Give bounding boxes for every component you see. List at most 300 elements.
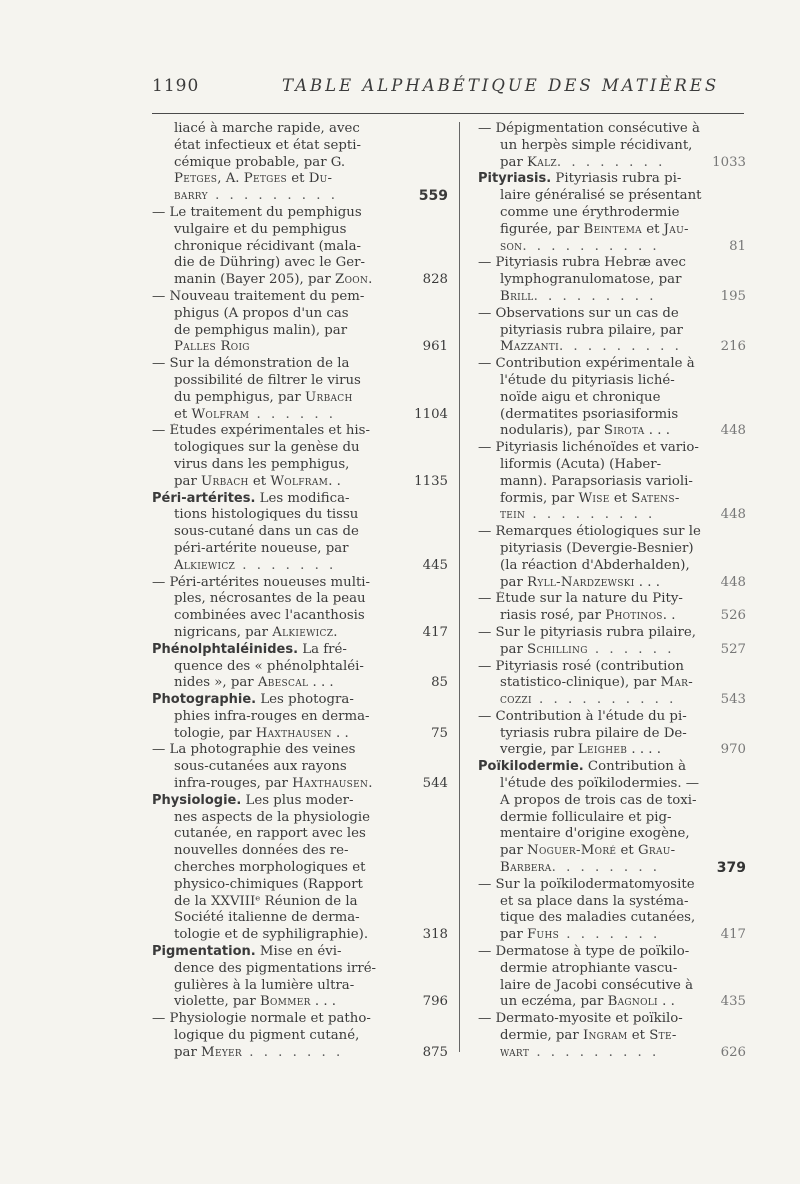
entry-text: . . .: [644, 423, 670, 439]
entry-text: état infectieux et état septi-: [174, 137, 361, 153]
entry-keyword: Pityriasis.: [478, 171, 552, 187]
entry-line: [152, 155, 448, 172]
entry-line: [152, 759, 448, 776]
entry-text: La fré-: [298, 641, 347, 657]
entry-text: .: [368, 272, 373, 288]
entry-line: [478, 961, 746, 978]
entry-text: l'étude des poïkilodermies. —: [500, 776, 700, 792]
author-name: Alkiewicz: [272, 624, 334, 640]
entry-text: liacé à marche rapide, avec: [174, 121, 360, 136]
index-entry: [478, 659, 746, 709]
page-reference: 1033: [708, 155, 746, 172]
entry-text: . . . . . . . . .: [207, 188, 338, 204]
entry-line: [478, 558, 746, 575]
entry-text: . . . .: [627, 742, 661, 758]
entry-line: [478, 860, 746, 877]
entry-line: [478, 793, 746, 810]
page-reference: 379: [713, 860, 746, 877]
entry-text: . .: [657, 994, 675, 1010]
entry-line: [478, 491, 746, 508]
entry-text: . . . . . .: [587, 641, 675, 657]
page-reference: 417: [717, 927, 746, 944]
entry-line: [478, 155, 746, 172]
entry-text: tyriasis rubra pilaire de De-: [500, 725, 687, 741]
author-name: barry: [174, 188, 208, 204]
entry-text: Société italienne de derma-: [174, 910, 360, 926]
author-name: Abescal: [257, 675, 309, 691]
entry-line: [478, 994, 746, 1011]
entry-line: [478, 1045, 746, 1062]
author-name: Alkiewicz: [174, 557, 236, 573]
entry-text: cémique probable, par G.: [174, 154, 346, 170]
page-reference: 559: [415, 188, 448, 205]
entry-keyword: Poïkilodermie.: [478, 759, 584, 775]
entry-line: [152, 591, 448, 608]
entry-line: [152, 423, 448, 440]
entry-line: [152, 860, 448, 877]
page-reference: 435: [717, 994, 746, 1011]
entry-text: et: [609, 490, 632, 506]
index-entry: [152, 692, 448, 742]
index-entry: [152, 205, 448, 289]
entry-text: phies infra-rouges en derma-: [174, 708, 370, 724]
entry-text: pityriasis (Devergie-Besnier): [500, 540, 694, 556]
entry-line: [152, 575, 448, 592]
entry-text: infra-rouges, par: [174, 776, 293, 792]
entry-text: Mise en évi-: [255, 944, 342, 960]
entry-line: [152, 121, 448, 138]
entry-text: pityriasis rubra pilaire, par: [500, 322, 683, 338]
entry-line: [478, 877, 746, 894]
entry-text: . . . . . . . .: [556, 154, 666, 170]
entry-line: [152, 608, 448, 625]
index-entry: [152, 642, 448, 692]
entry-text: chronique récidivant (mala-: [174, 238, 362, 254]
entry-line: [152, 894, 448, 911]
entry-line: [152, 675, 448, 692]
entry-text: dermie, par: [500, 1028, 583, 1044]
entry-text: par: [174, 1044, 202, 1060]
entry-text: nouvelles données des re-: [174, 843, 349, 859]
page-reference: 527: [717, 642, 746, 659]
entry-text: tique des maladies cutanées,: [500, 910, 696, 926]
entry-line: [152, 625, 448, 642]
author-name: Ryll-Nardzewski: [527, 574, 635, 590]
entry-text: . . .: [310, 994, 337, 1010]
entry-text: . . . . . . . . .: [533, 288, 657, 304]
entry-line: [478, 222, 746, 239]
author-name: Bommer: [259, 994, 311, 1010]
entry-text: (dermatites psoriasiformis: [500, 406, 679, 422]
author-name: son: [500, 238, 523, 254]
entry-text: — Pityriasis rubra Hebræ avec: [478, 255, 686, 271]
entry-line: [152, 826, 448, 843]
entry-line: [152, 994, 448, 1011]
entry-line: [152, 659, 448, 676]
entry-line: [478, 272, 746, 289]
entry-line: [478, 810, 746, 827]
entry-text: . . . . . .: [249, 406, 337, 422]
entry-text: et: [641, 221, 664, 237]
page-reference: 1135: [410, 474, 448, 491]
entry-line: [478, 541, 746, 558]
entry-line: [152, 138, 448, 155]
entry-text: logique du pigment cutané,: [174, 1028, 360, 1044]
entry-text: par: [500, 843, 528, 859]
page-reference: 970: [717, 742, 746, 759]
entry-text: . .: [331, 725, 349, 741]
entry-line: [478, 423, 746, 440]
entry-text: . . . . . . . . .: [529, 1044, 660, 1060]
entry-line: [152, 222, 448, 239]
entry-line: [152, 810, 448, 827]
entry-text: — Études expérimentales et his-: [152, 423, 370, 439]
entry-text: .: [368, 776, 373, 792]
entry-text: manin (Bayer 205), par: [174, 272, 336, 288]
page-reference: 448: [717, 575, 746, 592]
entry-line: [152, 1028, 448, 1045]
author-name: Wise: [578, 490, 610, 506]
author-name: Grau-: [637, 843, 676, 859]
index-entry: [152, 742, 448, 792]
author-name: Mar-: [660, 675, 694, 691]
author-name: Schilling: [527, 641, 588, 657]
entry-text: Pityriasis rubra pi-: [551, 171, 682, 187]
entry-line: [478, 1011, 746, 1028]
entry-line: [152, 373, 448, 390]
entry-text: par: [500, 574, 528, 590]
entry-line: [478, 323, 746, 340]
entry-text: cherches morphologiques et: [174, 860, 366, 876]
entry-keyword: Péri-artérites.: [152, 490, 256, 506]
page-reference: 75: [427, 726, 448, 743]
entry-text: l'étude du pityriasis liché-: [500, 372, 675, 388]
page-reference: 543: [717, 692, 746, 709]
author-name: cozzi: [500, 692, 532, 708]
entry-text: nigricans, par: [174, 624, 273, 640]
entry-text: et: [248, 473, 271, 489]
right-column: [478, 121, 746, 1062]
entry-text: phigus (A propos d'un cas: [174, 305, 349, 321]
page-reference: 85: [427, 675, 448, 692]
entry-line: [478, 440, 746, 457]
page-reference: 195: [717, 289, 746, 306]
index-entry: [478, 591, 746, 625]
index-entry: [478, 1011, 746, 1061]
index-entry: [478, 944, 746, 1011]
header-rule: [152, 113, 744, 114]
index-entry: [478, 356, 746, 440]
entry-line: [478, 524, 746, 541]
entry-text: — Pityriasis lichénoïdes et vario-: [478, 440, 699, 456]
entry-line: [478, 171, 746, 188]
index-entry: [152, 423, 448, 490]
index-entry: [478, 759, 746, 877]
entry-line: [152, 910, 448, 927]
entry-text: — Sur le pityriasis rubra pilaire,: [478, 624, 697, 640]
entry-text: par: [500, 641, 528, 657]
entry-text: gulières à la lumière ultra-: [174, 977, 355, 993]
entry-text: liformis (Acuta) (Haber-: [500, 456, 662, 472]
author-name: Ingram: [582, 1028, 628, 1044]
entry-text: — Dermato-myosite et poïkilo-: [478, 1011, 683, 1027]
entry-text: du pemphigus, par: [174, 389, 305, 405]
entry-text: .: [333, 624, 338, 640]
entry-text: — Observations sur un cas de: [478, 305, 679, 321]
index-entry: [152, 289, 448, 356]
entry-text: — Dépigmentation consécutive à: [478, 121, 700, 136]
entry-text: et: [616, 843, 638, 859]
entry-text: physico-chimiques (Rapport: [174, 876, 363, 892]
entry-text: et sa place dans la systéma-: [500, 893, 689, 909]
entry-text: virus dans les pemphigus,: [174, 456, 350, 472]
entry-text: nodularis), par: [500, 423, 604, 439]
page-reference: 81: [725, 239, 746, 256]
entry-text: de la XXVIIIᵉ Réunion de la: [174, 893, 358, 909]
page-reference: 448: [717, 423, 746, 440]
index-entry: [152, 1011, 448, 1061]
entry-text: statistico-clinique), par: [500, 675, 661, 691]
entry-text: — Physiologie normale et patho-: [152, 1011, 371, 1027]
entry-line: [478, 591, 746, 608]
index-entry: [478, 306, 746, 356]
entry-line: [152, 339, 448, 356]
entry-text: combinées avec l'acanthosis: [174, 608, 365, 624]
entry-text: — Sur la poïkilodermatomyosite: [478, 876, 695, 892]
entry-line: [478, 625, 746, 642]
entry-text: tologie, par: [174, 725, 256, 741]
entry-line: [478, 575, 746, 592]
index-entry: [152, 793, 448, 944]
entry-text: comme une érythrodermie: [500, 204, 680, 220]
entry-text: vulgaire et du pemphigus: [174, 221, 347, 237]
author-name: Sirota: [603, 423, 645, 439]
author-name: Fuhs: [527, 927, 560, 943]
entry-text: noïde aigu et chronique: [500, 389, 661, 405]
entry-line: [152, 843, 448, 860]
entry-line: [478, 910, 746, 927]
entry-keyword: Phénolphtaléinides.: [152, 641, 299, 657]
entry-text: — Contribution à l'étude du pi-: [478, 708, 687, 724]
page-reference: 445: [419, 558, 448, 575]
page-header: [152, 76, 742, 104]
entry-text: . . . . . . . . . .: [522, 238, 660, 254]
entry-line: [152, 558, 448, 575]
entry-line: [152, 272, 448, 289]
author-name: Haxthausen: [292, 776, 369, 792]
page-reference: 318: [419, 927, 448, 944]
entry-line: [152, 961, 448, 978]
entry-text: dermie folliculaire et pig-: [500, 809, 672, 825]
index-entry: [152, 575, 448, 642]
entry-line: [152, 978, 448, 995]
entry-line: [152, 1011, 448, 1028]
entry-line: [152, 642, 448, 659]
author-name: Kalz: [527, 154, 557, 170]
entry-line: [478, 407, 746, 424]
entry-line: [152, 491, 448, 508]
entry-text: , A.: [217, 171, 244, 187]
entry-text: mentaire d'origine exogène,: [500, 826, 690, 842]
page-reference: 544: [419, 776, 448, 793]
entry-line: [478, 776, 746, 793]
entry-line: [478, 306, 746, 323]
index-entry: [152, 944, 448, 1011]
author-name: Wolfram: [270, 473, 329, 489]
entry-line: [478, 390, 746, 407]
entry-text: figurée, par: [500, 221, 584, 237]
entry-line: [152, 692, 448, 709]
index-entry: [152, 121, 448, 205]
entry-line: [478, 356, 746, 373]
entry-text: par: [500, 927, 528, 943]
entry-text: die de Dühring) avec le Ger-: [174, 255, 366, 271]
author-name: Jau-: [663, 221, 689, 237]
entry-text: dence des pigmentations irré-: [174, 960, 377, 976]
entry-line: [478, 507, 746, 524]
entry-text: nides », par: [174, 675, 258, 691]
entry-line: [478, 608, 746, 625]
entry-keyword: Photographie.: [152, 692, 257, 708]
author-name: Urbach: [201, 473, 249, 489]
entry-line: [152, 289, 448, 306]
entry-text: — Contribution expérimentale à: [478, 356, 695, 372]
author-name: Noguer-Moré: [527, 843, 617, 859]
entry-text: (la réaction d'Abderhalden),: [500, 557, 690, 573]
author-name: Zoon: [335, 272, 369, 288]
entry-text: — Sur la démonstration de la: [152, 356, 350, 372]
entry-text: . . . . . . . . . .: [531, 692, 677, 708]
entry-line: [152, 474, 448, 491]
entry-line: [478, 759, 746, 776]
page-reference: 448: [717, 507, 746, 524]
entry-line: [478, 726, 746, 743]
entry-text: A propos de trois cas de toxi-: [500, 792, 697, 808]
entry-line: [478, 978, 746, 995]
author-name: Petges: [174, 171, 218, 187]
author-name: wart: [500, 1044, 530, 1060]
entry-line: [152, 709, 448, 726]
entry-text: Les photogra-: [256, 692, 354, 708]
entry-text: . .: [662, 608, 676, 624]
author-name: Meyer: [201, 1044, 243, 1060]
entry-line: [152, 306, 448, 323]
entry-text: sous-cutanées aux rayons: [174, 759, 347, 775]
entry-text: Contribution à: [583, 759, 687, 775]
entry-keyword: Physiologie.: [152, 792, 242, 808]
entry-line: [152, 877, 448, 894]
author-name: Ste-: [649, 1028, 677, 1044]
entry-text: vergie, par: [500, 742, 578, 758]
entry-text: cutanée, en rapport avec les: [174, 826, 366, 842]
entry-line: [478, 944, 746, 961]
index-entry: [478, 625, 746, 659]
index-entry: [478, 255, 746, 305]
entry-text: dermie atrophiante vascu-: [500, 960, 678, 976]
entry-text: — Péri-artérites noueuses multi-: [152, 574, 371, 590]
column-divider: [459, 122, 460, 1052]
entry-text: . .: [328, 473, 341, 489]
author-name: Haxthausen: [255, 725, 332, 741]
entry-text: Les plus moder-: [241, 792, 354, 808]
entry-text: — Le traitement du pemphigus: [152, 204, 362, 220]
entry-line: [478, 205, 746, 222]
entry-line: [152, 1045, 448, 1062]
index-entry: [478, 877, 746, 944]
entry-text: formis, par: [500, 490, 579, 506]
author-name: Satens-: [631, 490, 680, 506]
entry-line: [478, 742, 746, 759]
entry-line: [478, 239, 746, 256]
index-entry: [478, 709, 746, 759]
entry-line: [478, 373, 746, 390]
entry-line: [152, 524, 448, 541]
entry-line: [152, 742, 448, 759]
entry-text: tologiques sur la genèse du: [174, 440, 360, 456]
entry-text: péri-artérite noueuse, par: [174, 540, 349, 556]
entry-text: et: [287, 171, 309, 187]
entry-text: un herpès simple récidivant,: [500, 137, 693, 153]
entry-text: un eczéma, par: [500, 994, 608, 1010]
entry-line: [478, 138, 746, 155]
entry-text: . . . . . . .: [235, 557, 337, 573]
entry-text: nes aspects de la physiologie: [174, 809, 371, 825]
entry-line: [478, 289, 746, 306]
page-reference: 828: [419, 272, 448, 289]
entry-line: [152, 776, 448, 793]
entry-line: [152, 255, 448, 272]
entry-line: [478, 188, 746, 205]
entry-text: de pemphigus malin), par: [174, 322, 348, 338]
entry-line: [478, 642, 746, 659]
entry-line: [478, 659, 746, 676]
page-reference: 1104: [410, 407, 448, 424]
author-name: Leigheb: [577, 742, 628, 758]
entry-text: — Étude sur la nature du Pity-: [478, 591, 683, 607]
entry-line: [478, 255, 746, 272]
author-name: Bagnoli: [607, 994, 658, 1010]
author-name: Brill: [500, 288, 534, 304]
entry-line: [478, 826, 746, 843]
entry-text: violette, par: [174, 994, 260, 1010]
entry-line: [152, 944, 448, 961]
entry-text: — La photographie des veines: [152, 742, 356, 758]
entry-line: [152, 726, 448, 743]
author-name: Petges: [243, 171, 288, 187]
author-name: Beintema: [583, 221, 642, 237]
entry-line: [152, 927, 448, 944]
entry-line: [478, 474, 746, 491]
entry-line: [478, 692, 746, 709]
page-reference: 796: [419, 994, 448, 1011]
entry-text: . . . . . . . .: [551, 860, 661, 876]
entry-text: et: [174, 406, 192, 422]
index-entry: [478, 524, 746, 591]
running-title: TABLE ALPHABÉTIQUE DES MATIÈRES: [282, 76, 720, 95]
entry-text: . . . . . . .: [242, 1044, 344, 1060]
entry-text: sous-cutané dans un cas de: [174, 524, 359, 540]
entry-line: [152, 356, 448, 373]
index-entry: [478, 171, 746, 255]
entry-line: [152, 239, 448, 256]
entry-line: [478, 675, 746, 692]
index-entry: [152, 491, 448, 575]
entry-line: [478, 927, 746, 944]
entry-keyword: Pigmentation.: [152, 944, 256, 960]
entry-line: [152, 541, 448, 558]
entry-text: mann). Parapsoriasis varioli-: [500, 473, 693, 489]
entry-text: tologie et de syphiligraphie).: [174, 927, 369, 943]
